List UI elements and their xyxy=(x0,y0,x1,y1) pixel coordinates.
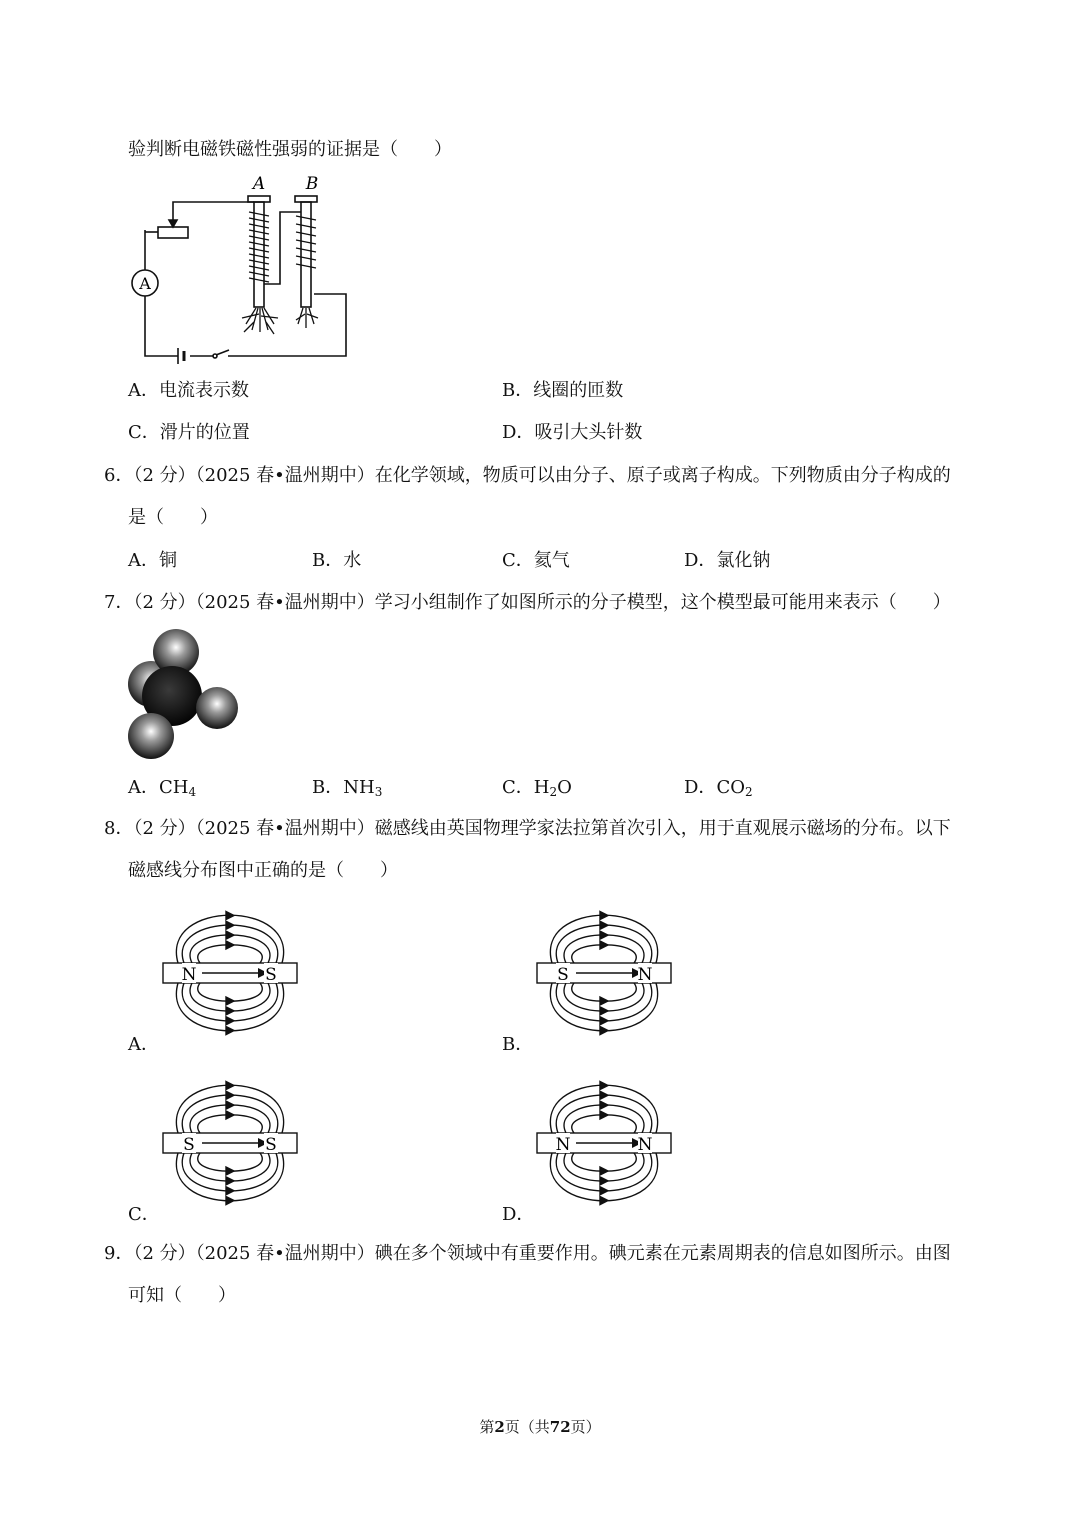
q6-option-c: C．氦气 xyxy=(502,550,570,571)
page-footer: 第2页（共72页） xyxy=(479,1418,601,1436)
q5-option-c: C．滑片的位置 xyxy=(128,422,250,443)
field-arrow xyxy=(600,997,608,1005)
pole-right: S xyxy=(265,965,277,985)
q8-magnet-figure-a xyxy=(160,895,300,1051)
field-arrow xyxy=(600,1017,608,1025)
q6-option-d: D．氯化钠 xyxy=(684,550,771,571)
field-arrow xyxy=(226,941,234,949)
field-line xyxy=(550,1153,657,1201)
field-line xyxy=(564,935,644,963)
q5-option-a: A．电流表示数 xyxy=(128,380,249,401)
field-line xyxy=(190,935,270,963)
q5-option-d: D．吸引大头针数 xyxy=(502,422,643,443)
field-arrow xyxy=(226,1187,234,1195)
field-line xyxy=(176,1085,283,1133)
field-line xyxy=(550,1085,657,1133)
q5-stem: 验判断电磁铁磁性强弱的证据是（ ） xyxy=(128,139,452,160)
q9-stem-line2: 可知（ ） xyxy=(128,1285,236,1306)
q8-option-d-key: D． xyxy=(502,1204,535,1225)
ammeter-label: A xyxy=(139,274,151,293)
field-arrow xyxy=(600,1101,608,1109)
field-line xyxy=(176,915,283,963)
field-line xyxy=(564,983,644,1011)
q8-option-a-key: A． xyxy=(128,1034,159,1055)
q8-magnet-figure-d xyxy=(534,1065,674,1221)
q7-molecule-model-figure xyxy=(124,626,244,762)
field-line xyxy=(190,1105,270,1133)
field-line xyxy=(190,983,270,1011)
pole-left: N xyxy=(181,965,197,985)
pole-left: S xyxy=(183,1135,195,1155)
q8-magnet-figure-c xyxy=(160,1065,300,1221)
pole-right: N xyxy=(637,1135,653,1155)
q7-stem: 7．（2 分）（2025 春•温州期中）学习小组制作了如图所示的分子模型，这个模型最可能用来表示（ ） xyxy=(104,592,951,613)
field-arrow xyxy=(226,997,234,1005)
field-arrow xyxy=(600,1177,608,1185)
q8-stem-line1: 8．（2 分）（2025 春•温州期中）磁感线由英国物理学家法拉第首次引入，用于直观展示磁场的分布。以下 xyxy=(104,818,951,839)
q5-electromagnet-circuit-figure xyxy=(128,172,358,364)
field-arrow xyxy=(600,931,608,939)
q8-magnet-figure-b xyxy=(534,895,674,1051)
pole-left: S xyxy=(557,965,569,985)
field-arrow xyxy=(226,1017,234,1025)
q8-stem-line2: 磁感线分布图中正确的是（ ） xyxy=(128,860,398,881)
field-arrow xyxy=(226,1091,234,1099)
field-arrow xyxy=(600,1187,608,1195)
field-line xyxy=(176,983,283,1031)
pole-right: S xyxy=(265,1135,277,1155)
field-arrow xyxy=(226,1111,234,1119)
q9-stem-line1: 9．（2 分）（2025 春•温州期中）碘在多个领域中有重要作用。碘元素在元素周期表的信息如图所示。由图 xyxy=(104,1243,951,1264)
field-arrow xyxy=(226,1081,234,1089)
coil-a-label: A xyxy=(252,174,266,194)
q5-option-b: B．线圈的匝数 xyxy=(502,380,624,401)
pole-right: N xyxy=(637,965,653,985)
field-arrow xyxy=(600,941,608,949)
coil-b-label: B xyxy=(305,174,319,194)
field-arrow xyxy=(226,931,234,939)
q6-option-a: A．铜 xyxy=(128,550,177,571)
q8-option-b-key: B． xyxy=(502,1034,534,1055)
field-arrow xyxy=(226,911,234,919)
field-line xyxy=(550,983,657,1031)
field-arrow xyxy=(600,1167,608,1175)
field-line xyxy=(176,1153,283,1201)
q7-option-a: A．$CH_4$ xyxy=(128,777,197,799)
field-arrow xyxy=(226,921,234,929)
field-arrow xyxy=(600,1007,608,1015)
q6-stem-line1: 6．（2 分）（2025 春•温州期中）在化学领域，物质可以由分子、原子或离子构成。下列物质由分子构成的 xyxy=(104,465,951,486)
field-arrow xyxy=(226,1101,234,1109)
q7-option-b: B．$NH_3$ xyxy=(312,777,383,799)
q7-option-c: C．$H_2O$ xyxy=(502,777,572,799)
field-arrow xyxy=(600,911,608,919)
field-arrow xyxy=(600,921,608,929)
field-line xyxy=(564,1153,644,1181)
field-line xyxy=(190,1153,270,1181)
field-arrow xyxy=(226,1197,234,1205)
field-line xyxy=(550,915,657,963)
field-line xyxy=(564,1105,644,1133)
page-number: 2 xyxy=(494,1418,505,1436)
q6-stem-line2: 是（ ） xyxy=(128,507,218,528)
field-arrow xyxy=(226,1177,234,1185)
q7-option-d: D．$CO_2$ xyxy=(684,777,753,799)
field-arrow xyxy=(600,1081,608,1089)
field-arrow xyxy=(226,1167,234,1175)
pole-left: N xyxy=(555,1135,571,1155)
field-arrow xyxy=(226,1027,234,1035)
field-arrow xyxy=(600,1091,608,1099)
q8-option-c-key: C． xyxy=(128,1204,160,1225)
field-arrow xyxy=(600,1111,608,1119)
q6-option-b: B．水 xyxy=(312,550,362,571)
field-arrow xyxy=(600,1197,608,1205)
page-total: 72 xyxy=(549,1418,571,1436)
field-arrow xyxy=(226,1007,234,1015)
field-arrow xyxy=(600,1027,608,1035)
